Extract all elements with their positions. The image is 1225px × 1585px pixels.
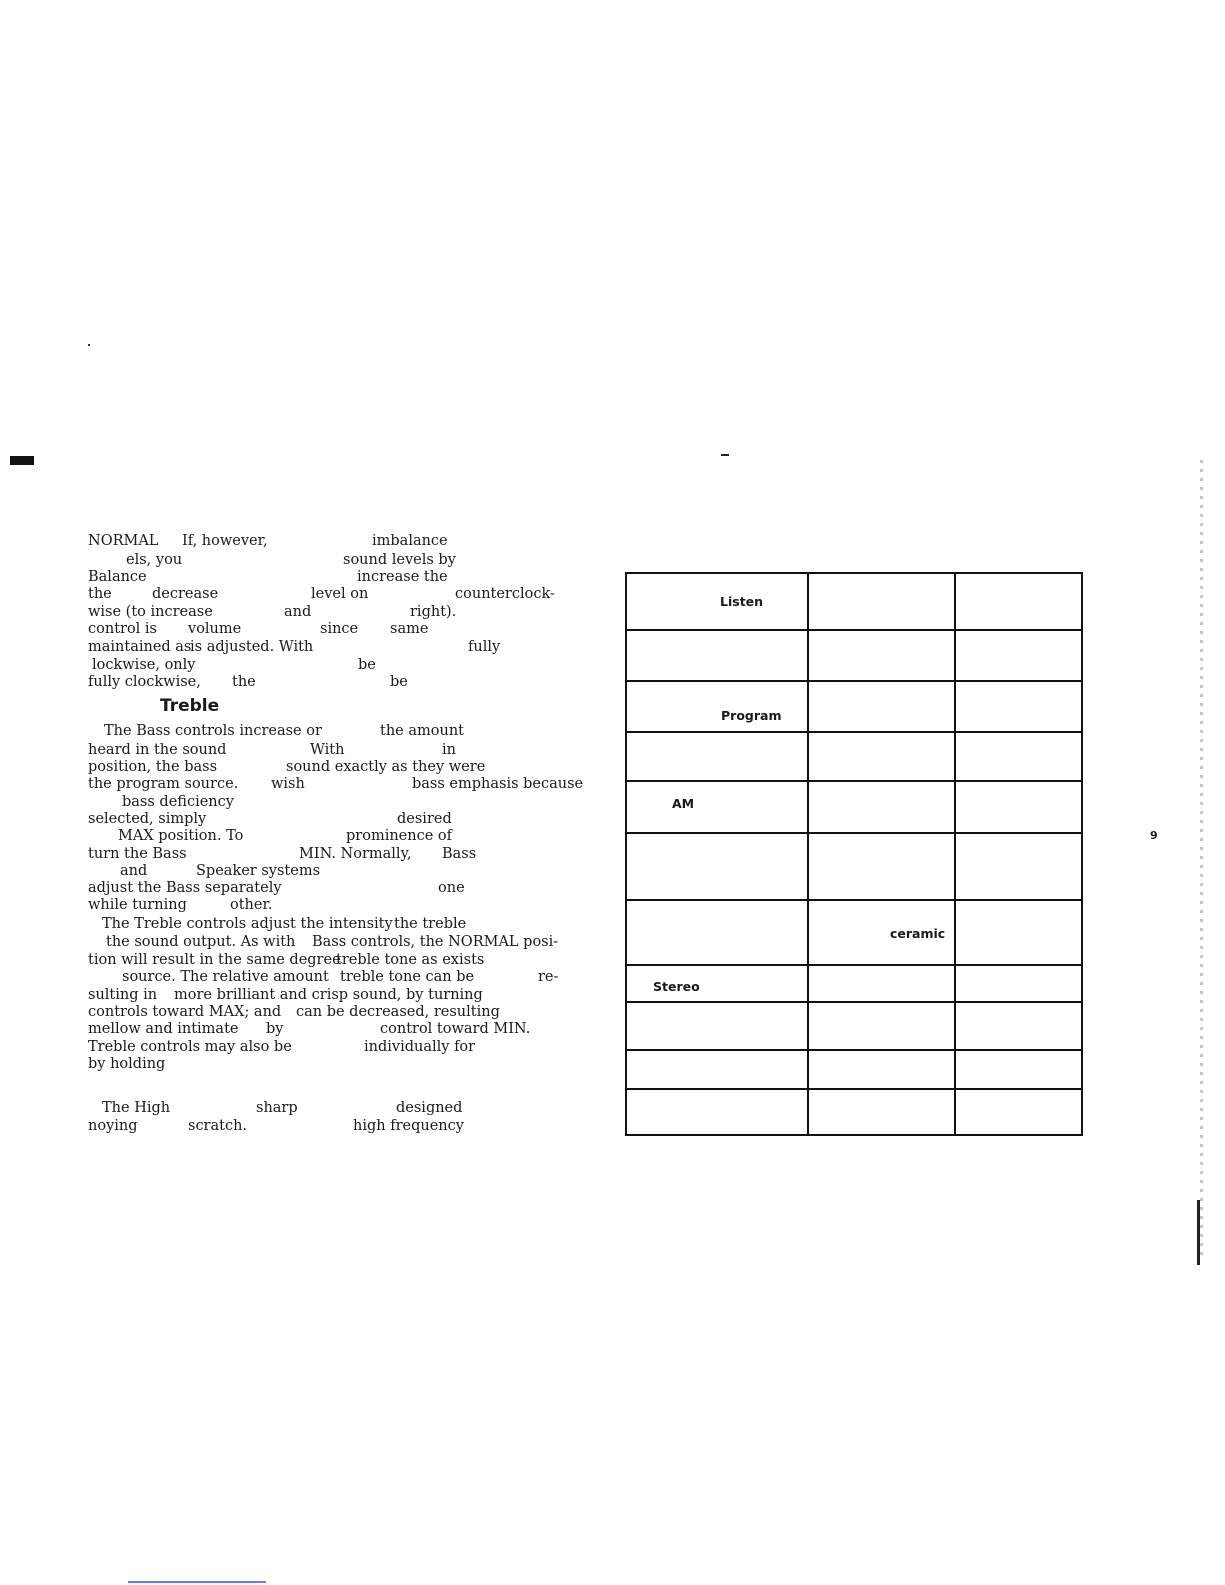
- text-fragment: heard in the sound: [88, 742, 227, 758]
- text-fragment: sharp: [256, 1100, 298, 1116]
- text-fragment: more brilliant and crisp sound, by turning: [174, 987, 483, 1003]
- text-fragment: while turning: [88, 897, 187, 913]
- text-fragment: and: [120, 863, 148, 879]
- text-fragment: NORMAL: [88, 533, 159, 549]
- text-fragment: tion will result in the same degree: [88, 952, 341, 968]
- text-fragment: Balance: [88, 569, 147, 585]
- text-fragment: by: [266, 1021, 284, 1037]
- text-fragment: treble tone can be: [340, 969, 475, 985]
- text-fragment: the sound output. As with: [106, 934, 296, 950]
- table-label-ceramic: ceramic: [890, 926, 946, 941]
- text-fragment: decrease: [152, 586, 219, 602]
- table-row-divider: [627, 1001, 1081, 1003]
- text-fragment: The Treble controls adjust the intensity: [102, 916, 393, 932]
- text-fragment: prominence of: [346, 828, 452, 844]
- text-fragment: the: [88, 586, 112, 602]
- text-fragment: by holding: [88, 1056, 166, 1072]
- text-fragment: the treble: [394, 916, 467, 932]
- text-fragment: volume: [188, 621, 242, 637]
- text-fragment: other.: [230, 897, 273, 913]
- text-fragment: If, however,: [182, 533, 268, 549]
- text-fragment: counterclock-: [455, 586, 555, 602]
- text-fragment: one: [438, 880, 465, 896]
- text-fragment: same: [390, 621, 429, 637]
- bottom-blue-rule: [128, 1581, 266, 1583]
- right-edge-scan-artifact: [1200, 460, 1203, 1260]
- text-fragment: and: [284, 604, 312, 620]
- text-fragment: designed: [396, 1100, 463, 1116]
- text-fragment: the program source.: [88, 776, 239, 792]
- text-fragment: individually for: [364, 1039, 476, 1055]
- text-fragment: position, the bass: [88, 759, 218, 775]
- text-fragment: MIN. Normally,: [299, 846, 412, 862]
- text-fragment: bass emphasis because: [412, 776, 584, 792]
- text-fragment: bass deficiency: [122, 794, 234, 810]
- text-fragment: right).: [410, 604, 457, 620]
- text-fragment: sound exactly as they were: [286, 759, 486, 775]
- text-fragment: fully: [468, 639, 501, 655]
- text-fragment: treble tone as exists: [336, 952, 485, 968]
- text-fragment: source. The relative amount: [122, 969, 329, 985]
- table-row-divider: [627, 1088, 1081, 1090]
- text-fragment: Treble controls may also be: [88, 1039, 292, 1055]
- text-fragment: MAX position. To: [118, 828, 244, 844]
- right-edge-scan-artifact-dark: [1197, 1200, 1200, 1265]
- text-fragment: wise (to increase: [88, 604, 213, 620]
- empty-table-grid: [625, 572, 1083, 1136]
- table-row-divider: [627, 1049, 1081, 1051]
- text-fragment: lockwise, only: [92, 657, 196, 673]
- text-fragment: control toward MIN.: [380, 1021, 531, 1037]
- text-fragment: fully clockwise,: [88, 674, 201, 690]
- text-fragment: level on: [311, 586, 369, 602]
- table-label-am: AM: [672, 796, 695, 811]
- text-fragment: in: [442, 742, 456, 758]
- text-fragment: high frequency: [353, 1118, 464, 1134]
- text-fragment: noying: [88, 1118, 138, 1134]
- text-fragment: is adjusted. With: [190, 639, 314, 655]
- text-fragment: desired: [397, 811, 452, 827]
- speck-mark: [88, 344, 90, 346]
- text-fragment: mellow and intimate: [88, 1021, 239, 1037]
- text-fragment: control is: [88, 621, 158, 637]
- text-fragment: Bass: [442, 846, 477, 862]
- treble-heading: Treble: [160, 696, 220, 716]
- text-fragment: be: [390, 674, 408, 690]
- table-row-divider: [627, 964, 1081, 966]
- text-fragment: be: [358, 657, 376, 673]
- text-fragment: sulting in: [88, 987, 158, 1003]
- table-label-listen: Listen: [720, 594, 764, 609]
- page-number: 9: [1150, 829, 1158, 842]
- table-label-stereo: Stereo: [653, 979, 700, 994]
- text-fragment: els, you: [126, 552, 183, 568]
- text-fragment: adjust the Bass separately: [88, 880, 282, 896]
- text-fragment: Bass controls, the NORMAL posi-: [312, 934, 559, 950]
- text-fragment: the: [232, 674, 256, 690]
- text-fragment: re-: [538, 969, 559, 985]
- table-label-program: Program: [721, 708, 782, 723]
- text-fragment: sound levels by: [343, 552, 456, 568]
- text-fragment: controls toward MAX; and: [88, 1004, 282, 1020]
- text-fragment: can be decreased, resulting: [296, 1004, 500, 1020]
- text-fragment: scratch.: [188, 1118, 248, 1134]
- text-fragment: Speaker systems: [196, 863, 321, 879]
- text-fragment: the amount: [380, 723, 464, 739]
- dash-mark: [721, 454, 729, 456]
- text-fragment: since: [320, 621, 359, 637]
- edge-tab-mark: [10, 456, 34, 465]
- table-row-divider: [627, 680, 1081, 682]
- text-fragment: wish: [271, 776, 305, 792]
- table-row-divider: [627, 731, 1081, 733]
- text-fragment: imbalance: [372, 533, 448, 549]
- text-fragment: maintained as: [88, 639, 192, 655]
- table-row-divider: [627, 899, 1081, 901]
- text-fragment: The High: [102, 1100, 171, 1116]
- text-fragment: With: [310, 742, 345, 758]
- text-fragment: selected, simply: [88, 811, 207, 827]
- table-row-divider: [627, 780, 1081, 782]
- text-fragment: turn the Bass: [88, 846, 187, 862]
- table-row-divider: [627, 629, 1081, 631]
- table-row-divider: [627, 832, 1081, 834]
- text-fragment: increase the: [357, 569, 448, 585]
- text-fragment: The Bass controls increase or: [104, 723, 322, 739]
